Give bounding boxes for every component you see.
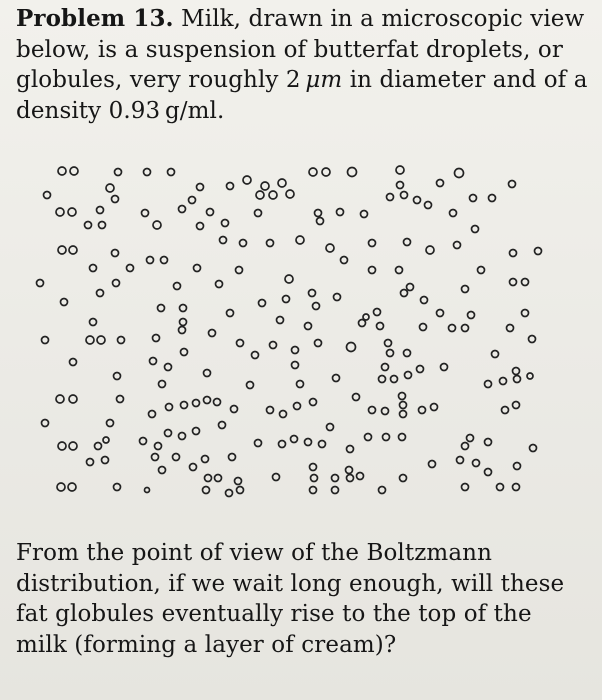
problem-question: From the point of view of the Boltzmann distribution, if we wait long enough, will these fat globules eventually rise to the top of the milk (forming a layer of cream)? bbox=[16, 540, 565, 658]
size-unit: μm bbox=[305, 67, 343, 93]
problem-intro-text: Milk, drawn in a microscopic view below, is a suspension of butterfat droplets, or globules, very roughly 2 bbox=[16, 6, 585, 93]
problem-label: Problem 13. bbox=[16, 5, 174, 32]
problem-statement bbox=[16, 4, 588, 126]
microscope-view-globules-icon bbox=[0, 140, 602, 525]
problem-intro-text-end: in diameter and of a density 0.93 g/ml. bbox=[16, 67, 588, 124]
